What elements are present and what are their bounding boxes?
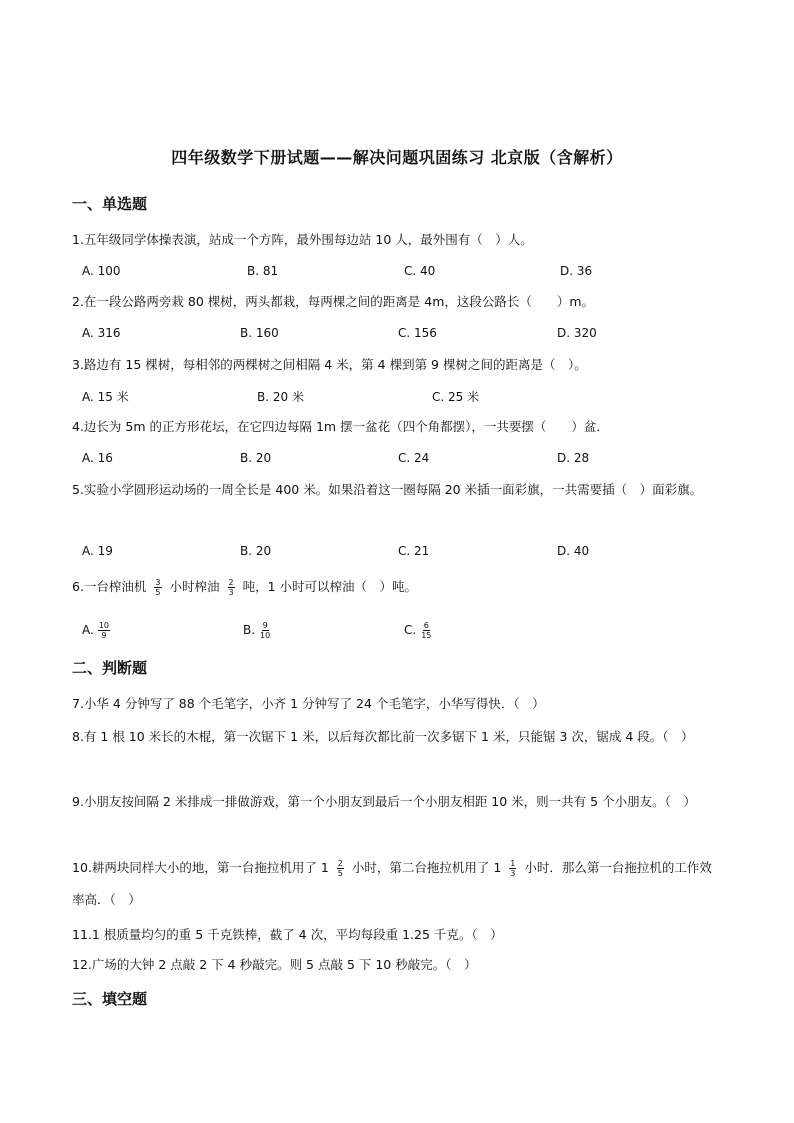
question-3: 3.路边有 15 棵树，每相邻的两棵树之间相隔 4 米，第 4 棵到第 9 棵树之间的距离是（ ）。	[72, 357, 587, 372]
fraction-numerator: 3	[155, 578, 161, 587]
fraction-numerator: 2	[228, 578, 234, 587]
question-10-text-2: 小时，第二台拖拉机用了 1	[351, 860, 502, 875]
fraction-numerator: 6	[423, 621, 429, 630]
fraction-denominator: 5	[155, 588, 161, 597]
question-6	[72, 573, 722, 601]
question-6-text-2: 小时榨油	[169, 579, 220, 594]
fraction-denominator: 5	[337, 869, 343, 878]
question-10	[72, 852, 722, 916]
fraction	[98, 621, 110, 640]
option-a: A. 316	[82, 326, 121, 340]
option-d: D. 28	[557, 451, 590, 465]
question-1: 1.五年级同学体操表演，站成一个方阵，最外围每边站 10 人，最外围有（ ）人。	[72, 232, 533, 247]
question-3-options	[82, 388, 722, 408]
fraction-numerator: 2	[337, 859, 343, 868]
section-heading-true-false: 二、判断题	[72, 659, 148, 677]
option-c: C. 24	[398, 451, 430, 465]
fraction-denominator: 3	[228, 588, 234, 597]
fraction	[509, 859, 516, 878]
option-label: A.	[82, 623, 94, 637]
option-label: B.	[243, 623, 256, 637]
question-7: 7.小华 4 分钟写了 88 个毛笔字，小齐 1 分钟写了 24 个毛笔字，小华写得快．（ ）	[72, 696, 545, 711]
fraction-numerator: 9	[262, 621, 268, 630]
question-11: 11.1 根质量均匀的重 5 千克铁棒，截了 4 次，平均每段重 1.25 千克。（ ）	[72, 927, 503, 942]
question-10-text-3: 小时．那么第一台拖拉机的工作效率高．（ ）	[72, 860, 712, 907]
option-b: B. 20 米	[257, 390, 304, 404]
fraction-denominator: 3	[510, 869, 516, 878]
fraction	[228, 578, 235, 597]
question-10-text-1: 10.耕两块同样大小的地，第一台拖拉机用了 1	[72, 860, 329, 875]
option-c	[404, 621, 436, 640]
fraction-numerator: 1	[510, 859, 516, 868]
question-12: 12.广场的大钟 2 点敲 2 下 4 秒敲完。则 5 点敲 5 下 10 秒敲完。（ ）	[72, 957, 477, 972]
option-b: B. 20	[240, 544, 272, 558]
option-a: A. 19	[82, 544, 113, 558]
question-2: 2.在一段公路两旁栽 80 棵树，两头都栽，每两棵之间的距离是 4m，这段公路长（ ）m。	[72, 294, 595, 309]
option-b: B. 160	[240, 326, 279, 340]
question-4-options	[82, 451, 722, 471]
question-5-options	[82, 544, 722, 564]
section-heading-fill-in: 三、填空题	[72, 990, 148, 1008]
fraction	[154, 578, 161, 597]
option-c: C. 25 米	[432, 390, 480, 404]
fraction-denominator: 9	[101, 631, 107, 640]
question-1-options	[82, 264, 722, 284]
fraction-denominator: 10	[260, 631, 271, 640]
option-d: D. 320	[557, 326, 597, 340]
question-6-text-1: 6.一台榨油机	[72, 579, 147, 594]
fraction	[420, 621, 432, 640]
option-d: D. 36	[560, 264, 593, 278]
option-a: A. 15 米	[82, 390, 129, 404]
question-5: 5.实验小学圆形运动场的一周全长是 400 米。如果沿着这一圈每隔 20 米插一面彩旗，一共需要插（ ）面彩旗。	[72, 482, 703, 497]
option-b: B. 20	[240, 451, 272, 465]
option-c: C. 156	[398, 326, 437, 340]
section-heading-single-choice: 一、单选题	[72, 195, 148, 213]
fraction	[337, 859, 344, 878]
option-a: A. 100	[82, 264, 121, 278]
question-8: 8.有 1 根 10 米长的木棍，第一次锯下 1 米，以后每次都比前一次多锯下 1 米，只能锯 3 次，锯成 4 段。（ ）	[72, 729, 694, 744]
option-c: C. 40	[404, 264, 436, 278]
question-6-text-3: 吨，1 小时可以榨油（ ）吨。	[242, 579, 418, 594]
question-4: 4.边长为 5m 的正方形花坛，在它四边每隔 1m 摆一盆花（四个角都摆），一共要摆（ ）盆．	[72, 419, 609, 434]
fraction-denominator: 15	[421, 631, 432, 640]
option-b: B. 81	[247, 264, 279, 278]
question-2-options	[82, 326, 722, 346]
page-title: 四年级数学下册试题——解决问题巩固练习 北京版（含解析）	[171, 148, 623, 167]
option-a	[82, 621, 114, 640]
option-c: C. 21	[398, 544, 430, 558]
question-6-options	[82, 621, 722, 645]
option-d: D. 40	[557, 544, 590, 558]
fraction	[259, 621, 271, 640]
option-b	[243, 621, 275, 640]
fraction-numerator: 10	[98, 621, 109, 630]
option-label: C.	[404, 623, 417, 637]
option-a: A. 16	[82, 451, 113, 465]
question-9: 9.小朋友按间隔 2 米排成一排做游戏，第一个小朋友到最后一个小朋友相距 10 米，则一共有 5 个小朋友。（ ）	[72, 794, 696, 809]
